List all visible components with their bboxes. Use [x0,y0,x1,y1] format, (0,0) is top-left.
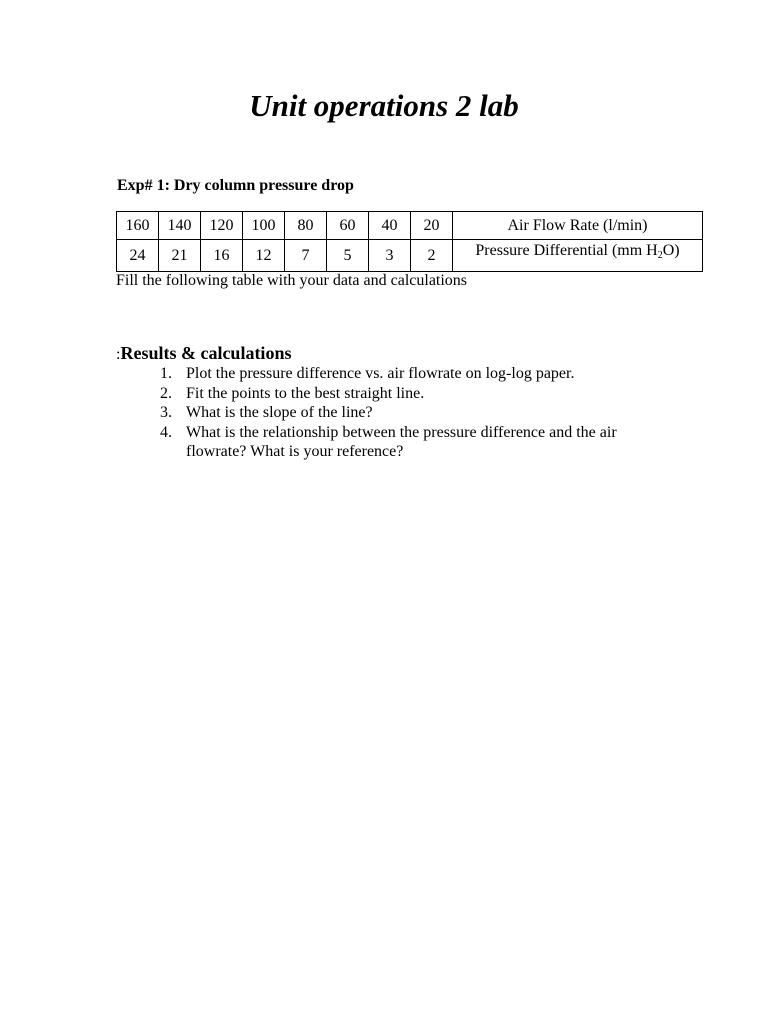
flow-cell: 20 [411,212,453,240]
list-item-number: 1. [160,365,172,382]
flow-cell: 120 [201,212,243,240]
list-item-number: 3. [160,404,172,421]
experiment-heading: Exp# 1: Dry column pressure drop [117,177,354,194]
flow-cell: 160 [117,212,159,240]
pressure-label-suffix: O) [662,242,680,259]
data-table [116,211,703,272]
list-item-number: 2. [160,384,172,402]
list-item-number: 4. [160,423,172,441]
pressure-cell: 3 [369,240,411,272]
pressure-cell: 2 [411,240,453,272]
flow-cell: 40 [369,212,411,240]
list-item-text: What is the relationship between the pressure difference and the air flowrate? What is your reference? [186,423,617,460]
fill-instruction: Fill the following table with your data and calculations [116,272,468,289]
list-item [160,423,666,462]
results-heading-text: Results & calculations [120,343,292,363]
flow-cell: 80 [285,212,327,240]
document-title: Unit operations 2 lab [249,88,519,123]
flow-cell: 60 [327,212,369,240]
list-item [160,364,666,384]
list-item-text: Plot the pressure difference vs. air flowrate on log-log paper. [186,365,575,382]
flow-label-cell: Air Flow Rate (l/min) [453,212,703,240]
list-item [160,384,666,404]
pressure-label-subscript: 2 [657,250,663,261]
flow-cell: 100 [243,212,285,240]
table-row-flow [117,212,703,240]
pressure-cell: 5 [327,240,369,272]
pressure-cell: 24 [117,240,159,272]
pressure-cell: 12 [243,240,285,272]
pressure-label-prefix: Pressure Differential (mm H [475,242,658,259]
table-row-pressure [117,240,703,272]
pressure-label-cell [453,240,703,272]
pressure-cell: 7 [285,240,327,272]
flow-cell: 140 [159,212,201,240]
list-item-text: Fit the points to the best straight line. [186,384,425,402]
list-item [160,403,666,423]
pressure-cell: 21 [159,240,201,272]
results-heading [116,342,291,366]
results-heading-colon: : [116,346,121,363]
questions-list [160,364,666,462]
list-item-text: What is the slope of the line? [186,404,373,421]
pressure-cell: 16 [201,240,243,272]
